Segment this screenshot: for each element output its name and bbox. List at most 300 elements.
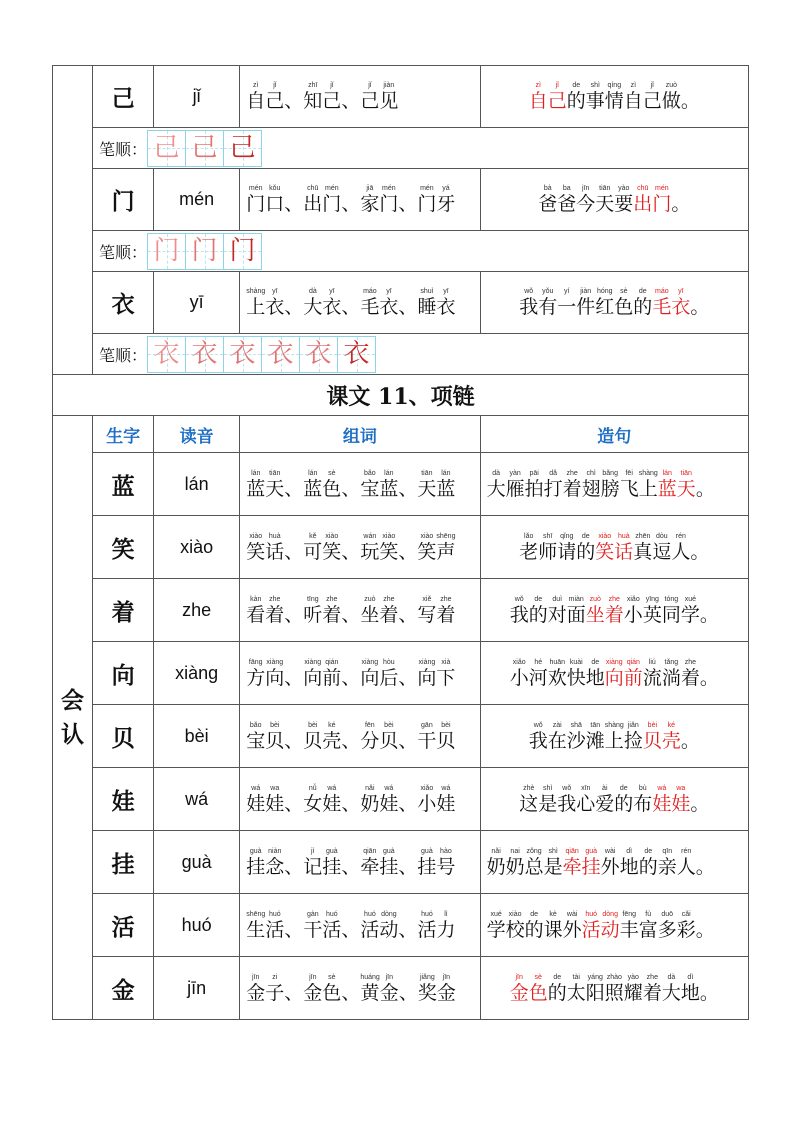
hanzi: 逗 [652, 540, 672, 563]
pinyin-text: wá [185, 788, 209, 809]
pinyin-cell [154, 579, 240, 642]
hanzi: 笑 [417, 540, 437, 563]
word-group-cell [240, 579, 480, 642]
ruby-char [652, 287, 671, 318]
hanzi: 雁 [505, 477, 525, 500]
word-group-cell [240, 768, 480, 831]
pinyin-annotation: zhe [566, 469, 578, 477]
pinyin-annotation: qián [626, 658, 640, 666]
pinyin-text: guà [181, 851, 212, 872]
ruby-char [303, 784, 322, 815]
ruby-char [417, 847, 436, 878]
ruby-char [322, 184, 341, 215]
pinyin-annotation: dà [667, 973, 676, 981]
pinyin-annotation: xiǎo [626, 595, 640, 603]
hanzi: 看 [246, 603, 266, 626]
pinyin-annotation: xiào [382, 532, 396, 540]
stroke-box [147, 336, 186, 373]
pinyin-annotation: yī [443, 288, 449, 295]
ruby-char [246, 973, 265, 1004]
ruby-char [586, 658, 605, 689]
pinyin-annotation: tài [572, 973, 580, 981]
pinyin-annotation: máo [363, 288, 377, 295]
ruby-char [379, 847, 398, 878]
hanzi: 挂 [379, 855, 399, 878]
pinyin-annotation: chū [307, 185, 319, 192]
pinyin-annotation: mén [248, 185, 263, 192]
period: 。 [699, 981, 719, 1004]
ruby-char [557, 184, 576, 215]
ruby-char [265, 910, 284, 941]
hanzi: 己 [547, 90, 567, 112]
ruby-char [633, 184, 652, 215]
ruby-char [265, 287, 284, 318]
ruby-char [417, 910, 436, 941]
hanzi: 己 [322, 90, 342, 112]
pinyin-annotation: de [619, 784, 628, 792]
pinyin-annotation: jīn [309, 973, 317, 981]
hanzi: 天 [265, 477, 285, 500]
hanzi: 校 [505, 918, 525, 941]
hanzi: 爸 [538, 193, 558, 215]
hanzi: 欢 [547, 666, 567, 689]
ruby-char [519, 287, 538, 318]
hanzi: 娃 [246, 792, 266, 815]
ruby-char [322, 658, 341, 689]
separator: 、 [284, 792, 304, 815]
word-group-cell [240, 957, 480, 1020]
separator: 、 [284, 918, 304, 941]
pinyin-annotation: de [530, 910, 539, 918]
ruby-char [360, 973, 379, 1004]
ruby-char [658, 910, 677, 941]
pinyin-annotation: yī [272, 288, 278, 295]
hanzi: 我 [557, 792, 577, 815]
stroke-glyph: 衣 [343, 338, 370, 369]
pinyin-annotation: sè [328, 469, 336, 477]
stroke-glyph: 门 [191, 235, 218, 266]
pinyin-annotation: sè [328, 973, 336, 981]
separator: 、 [341, 603, 361, 626]
pinyin-annotation: yǒu [542, 288, 554, 295]
period: 。 [690, 296, 710, 318]
ruby-char [436, 595, 455, 626]
pinyin-annotation: duō [661, 910, 674, 918]
pinyin-annotation: zhe [269, 595, 281, 603]
period: 。 [680, 90, 700, 112]
separator: 、 [398, 296, 418, 318]
ruby-char [624, 595, 643, 626]
char-cell [93, 768, 154, 831]
hanzi: 捡 [623, 729, 643, 752]
pinyin-annotation: fēn [364, 721, 375, 729]
hanzi: 小 [509, 666, 529, 689]
ruby-char [681, 658, 700, 689]
pinyin-cell [154, 957, 240, 1020]
pinyin-annotation: miàn [568, 595, 584, 603]
separator: 、 [398, 918, 418, 941]
separator: 、 [341, 296, 361, 318]
ruby-char [265, 847, 284, 878]
hanzi: 女 [303, 792, 323, 815]
ruby-char [525, 910, 544, 941]
ruby-char [538, 287, 557, 318]
hanzi: 对 [547, 603, 567, 626]
pinyin-annotation: shī [543, 532, 553, 540]
hanzi: 娃 [671, 792, 691, 815]
ruby-char [510, 973, 529, 1004]
pinyin-text: xiàng [175, 662, 219, 683]
ruby-char [246, 595, 265, 626]
char-row [53, 831, 749, 894]
pinyin-annotation: dǎ [549, 469, 558, 477]
hanzi: 声 [436, 540, 456, 563]
pinyin-annotation: zuò [364, 595, 376, 603]
separator: 、 [341, 855, 361, 878]
ruby-char [246, 469, 265, 500]
pinyin-annotation: kǒu [269, 185, 281, 192]
pinyin-annotation: jǐ [273, 82, 277, 89]
pinyin-annotation: xiàng [304, 658, 322, 666]
pinyin-annotation: huān [549, 658, 566, 666]
pinyin-annotation: wá [384, 784, 394, 792]
ruby-char [658, 847, 677, 878]
pinyin-annotation: wa [270, 784, 280, 792]
ruby-char [246, 184, 265, 215]
ruby-char [563, 910, 582, 941]
separator: 、 [398, 477, 418, 500]
ruby-char [601, 469, 620, 500]
pinyin-annotation: wá [441, 784, 451, 792]
pinyin-annotation: yī [329, 288, 335, 295]
hanzi: 我 [509, 603, 529, 626]
hanzi: 是 [538, 792, 558, 815]
hanzi: 挂 [581, 855, 601, 878]
hanzi: 衣 [436, 296, 456, 318]
separator: 、 [398, 981, 418, 1004]
ruby-char [379, 658, 398, 689]
ruby-char [265, 532, 284, 563]
pinyin-annotation: nǎi [491, 847, 501, 855]
pinyin-annotation: wǒ [524, 288, 534, 295]
hanzi: 的 [614, 792, 634, 815]
ruby-char [417, 784, 436, 815]
separator: 、 [341, 540, 361, 563]
pinyin-annotation: lán [251, 469, 261, 477]
sentence-cell [480, 894, 748, 957]
ruby-char [303, 658, 322, 689]
hanzi: 阳 [585, 981, 605, 1004]
period: 。 [690, 540, 710, 563]
ruby-char [586, 721, 605, 752]
ruby-char [303, 469, 322, 500]
stroke-box [185, 336, 224, 373]
pinyin-annotation: jǐ [330, 82, 334, 89]
ruby-char [582, 847, 601, 878]
char-row [53, 705, 749, 768]
hanzi: 蓝 [657, 477, 677, 500]
ruby-char [624, 973, 643, 1004]
word-group-cell [240, 272, 480, 334]
ruby-char [633, 287, 652, 318]
period: 。 [699, 666, 719, 689]
pinyin-annotation: zuò [589, 595, 601, 603]
vocab-table [52, 65, 749, 1020]
stroke-glyph: 门 [229, 235, 256, 266]
hanzi: 贝 [303, 729, 323, 752]
pinyin-annotation: kàn [250, 595, 262, 603]
sentence-cell [480, 642, 748, 705]
hanzi: 布 [633, 792, 653, 815]
ruby-char [643, 658, 662, 689]
ruby-char [303, 532, 322, 563]
pinyin-annotation: shàng [246, 288, 266, 295]
ruby-char [639, 847, 658, 878]
pinyin-annotation: huó [268, 910, 281, 918]
ruby-char [360, 847, 379, 878]
lesson-title [53, 375, 749, 416]
pinyin-annotation: lán [441, 469, 451, 477]
separator: 、 [284, 296, 304, 318]
hanzi: 门 [322, 193, 342, 215]
pinyin-annotation: shàng [638, 469, 658, 477]
ruby-char [436, 184, 455, 215]
hanzi: 门 [246, 193, 266, 215]
ruby-char [643, 721, 662, 752]
hanzi: 门 [417, 193, 437, 215]
hanzi: 笑 [246, 540, 266, 563]
ruby-char [576, 532, 595, 563]
pinyin-annotation: tiān [680, 469, 692, 477]
pinyin-annotation: xiào [420, 532, 434, 540]
pinyin-annotation: dì [626, 847, 633, 855]
hanzi: 亲 [657, 855, 677, 878]
pinyin-annotation: guà [383, 847, 395, 855]
char-cell [93, 894, 154, 957]
ruby-char [614, 287, 633, 318]
pinyin-annotation: guà [585, 847, 597, 855]
pinyin-annotation: bèi [647, 721, 658, 729]
pinyin-annotation: hé [534, 658, 543, 666]
hanzi: 毛 [360, 296, 380, 318]
sentence-cell [480, 957, 748, 1020]
hanzi: 我 [519, 296, 539, 318]
ruby-char [595, 184, 614, 215]
hanzi: 天 [417, 477, 437, 500]
ruby-char [360, 910, 379, 941]
stroke-box [147, 130, 186, 167]
stroke-order-cell [93, 128, 749, 169]
hanzi: 娃 [379, 792, 399, 815]
ruby-char [605, 595, 624, 626]
hanzi: 耀 [623, 981, 643, 1004]
ruby-char [614, 184, 633, 215]
hanzi: 话 [614, 540, 634, 563]
ruby-char [265, 721, 284, 752]
ruby-char [576, 184, 595, 215]
hanzi: 牵 [360, 855, 380, 878]
pinyin-annotation: de [644, 847, 653, 855]
stroke-glyph: 己 [191, 132, 218, 163]
separator: 、 [284, 603, 304, 626]
hanzi: 师 [538, 540, 558, 563]
stroke-box [261, 336, 300, 373]
char-cell [93, 516, 154, 579]
ruby-char [265, 973, 284, 1004]
pinyin-annotation: máo [655, 288, 669, 295]
separator: 、 [284, 729, 304, 752]
hanzi: 事 [585, 90, 605, 112]
hanzi: 今 [576, 193, 596, 215]
pinyin-annotation: xià [441, 658, 451, 666]
ruby-char [418, 973, 437, 1004]
ruby-char [681, 973, 700, 1004]
hanzi: 着 [604, 603, 624, 626]
ruby-char [303, 910, 322, 941]
hanzi: 飞 [619, 477, 639, 500]
pinyin-annotation: shàng [604, 721, 624, 729]
ruby-char [614, 784, 633, 815]
lesson-title-text: 课文 11、项链 [326, 383, 475, 410]
char-cell [93, 579, 154, 642]
pinyin-annotation: yàn [509, 469, 521, 477]
hanzi: 牙 [436, 193, 456, 215]
ruby-char [662, 973, 681, 1004]
lesson-title-row [53, 375, 749, 416]
separator: 、 [341, 792, 361, 815]
hanzi: 壳 [322, 729, 342, 752]
pinyin-annotation: ài [602, 784, 608, 792]
hanzi: 色 [528, 981, 548, 1004]
sentence-cell [480, 66, 748, 128]
ruby-char [265, 658, 284, 689]
word-group-cell [240, 894, 480, 957]
pinyin-annotation: chì [586, 469, 596, 477]
pinyin-annotation: ba [562, 185, 571, 192]
pinyin-annotation: zì [630, 82, 637, 89]
pinyin-text: yī [189, 292, 204, 312]
hanzi: 人 [676, 855, 696, 878]
stroke-box [337, 336, 376, 373]
hanzi: 衣 [671, 296, 691, 318]
header-text: 读音 [179, 426, 214, 447]
stroke-glyph: 己 [229, 132, 256, 163]
ruby-char [417, 184, 436, 215]
hanzi: 快 [566, 666, 586, 689]
ruby-char [563, 469, 582, 500]
ruby-char [529, 973, 548, 1004]
stroke-glyph: 己 [153, 132, 180, 163]
hanzi: 的 [638, 855, 658, 878]
hanzi: 话 [265, 540, 285, 563]
hanzi: 的 [576, 540, 596, 563]
pinyin-annotation: xiàng [418, 658, 436, 666]
ruby-char [677, 910, 696, 941]
ruby-char [525, 847, 544, 878]
side-label-char: 会 [61, 686, 85, 714]
stroke-box [147, 233, 186, 270]
word-group-cell [240, 453, 480, 516]
pinyin-annotation: zhe [646, 973, 658, 981]
hanzi: 动 [600, 918, 620, 941]
hanzi: 天 [595, 193, 615, 215]
ruby-char [677, 469, 696, 500]
hanzi: 睡 [417, 296, 437, 318]
ruby-char [436, 784, 455, 815]
hanzi: 笑 [322, 540, 342, 563]
ruby-char [671, 532, 690, 563]
pinyin-annotation: bèi [384, 721, 394, 729]
ruby-char [360, 721, 379, 752]
ruby-char [567, 721, 586, 752]
pinyin-annotation: mén [655, 185, 669, 192]
ruby-char [677, 847, 696, 878]
pinyin-annotation: shì [543, 784, 553, 792]
sentence-cell [480, 516, 748, 579]
pinyin-annotation: rén [675, 532, 686, 540]
pinyin-annotation: fāng [248, 658, 263, 666]
side-label-char: 认 [61, 720, 85, 748]
ruby-char [529, 721, 548, 752]
hanzi: 拍 [524, 477, 544, 500]
ruby-char [620, 910, 639, 941]
ruby-char [643, 595, 662, 626]
pinyin-annotation: shuì [420, 288, 434, 295]
pinyin-annotation: xiào [598, 532, 612, 540]
pinyin-annotation: qiān [363, 847, 377, 855]
pinyin-annotation: yí [564, 288, 570, 295]
pinyin-annotation: tān [590, 721, 601, 729]
char-row [53, 66, 749, 128]
ruby-char [681, 595, 700, 626]
hanzi: 奖 [417, 981, 437, 1004]
hanzi: 蓝 [246, 477, 266, 500]
pinyin-annotation: yīng [645, 595, 659, 603]
ruby-char [303, 847, 322, 878]
hanzi: 门 [379, 193, 399, 215]
ruby-char [303, 81, 322, 112]
stroke-box [185, 233, 224, 270]
hanzi: 宝 [360, 477, 380, 500]
ruby-char [557, 532, 576, 563]
ruby-char [506, 469, 525, 500]
ruby-char [557, 784, 576, 815]
pinyin-annotation: guà [421, 847, 433, 855]
separator: 、 [284, 855, 304, 878]
header-words [240, 416, 480, 453]
hanzi: 河 [528, 666, 548, 689]
pinyin-annotation: xiàng [266, 658, 284, 666]
hanzi: 面 [566, 603, 586, 626]
ruby-char [436, 847, 455, 878]
stroke-glyph: 衣 [305, 338, 332, 369]
stroke-box [299, 336, 338, 373]
ruby-char [265, 784, 284, 815]
pinyin-annotation: chū [637, 185, 649, 192]
hanzi: 照 [604, 981, 624, 1004]
pinyin-annotation: zhè [523, 784, 535, 792]
hanzi: 号 [436, 855, 456, 878]
hanzi: 着 [680, 666, 700, 689]
separator: 、 [341, 729, 361, 752]
ruby-char [417, 721, 436, 752]
ruby-char [417, 287, 436, 318]
pinyin-annotation: jīn [515, 973, 523, 981]
pinyin-annotation: xué [684, 595, 696, 603]
ruby-char [379, 469, 398, 500]
hanzi: 知 [303, 90, 323, 112]
pinyin-annotation: kuài [569, 658, 583, 666]
